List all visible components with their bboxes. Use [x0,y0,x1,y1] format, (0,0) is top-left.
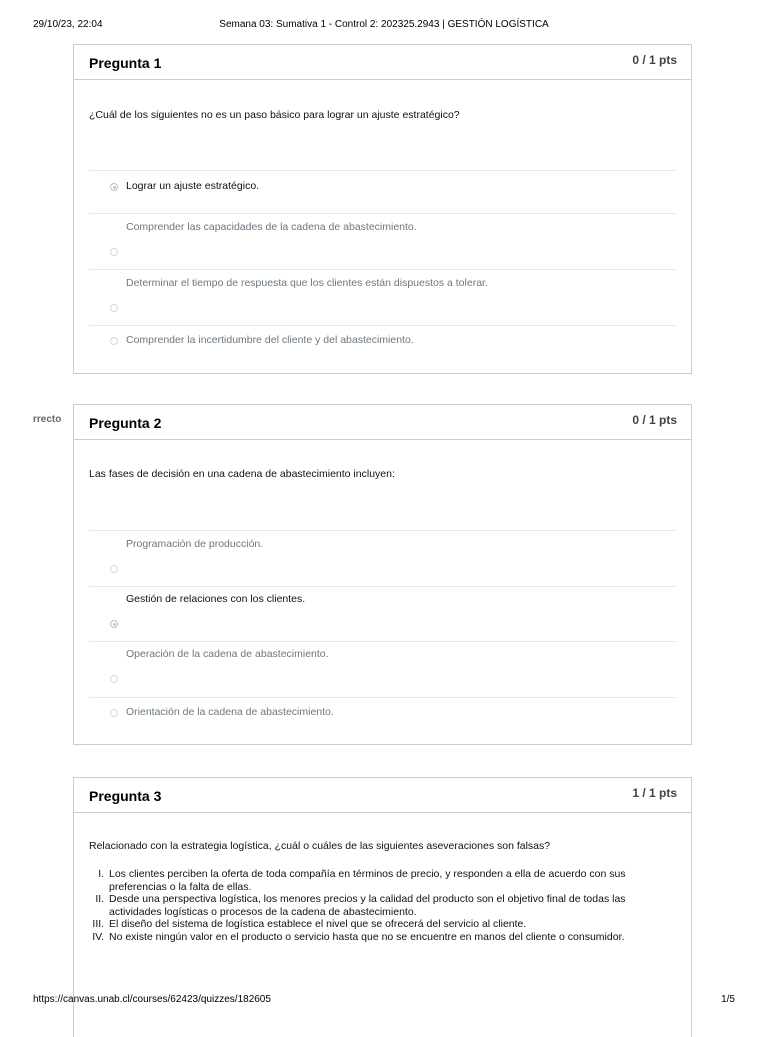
answer-option[interactable] [89,325,676,366]
question-header [74,405,691,440]
statement-item: IV. No existe ningún valor en el producto o servicio hasta que no se encuentre en manos del cliente o consumidor. [107,931,677,944]
statement-item: III. El diseño del sistema de logística establece el nivel que se ofrecerá del servicio al cliente. [107,918,677,931]
question-text: Las fases de decisión en una cadena de abastecimiento incluyen: [89,468,395,480]
answer-option[interactable] [89,641,676,698]
statement-list [89,868,677,943]
answer-option[interactable] [89,530,676,587]
answer-label: Programación de producción. [126,538,264,550]
answer-label: Operación de la cadena de abastecimiento. [126,648,329,660]
answer-option[interactable] [89,586,676,642]
answer-label: Comprender las capacidades de la cadena de abastecimiento. [126,221,417,233]
radio-selected[interactable] [110,183,118,191]
answer-label: Comprender la incertidumbre del cliente y del abastecimiento. [126,334,414,346]
radio-empty[interactable] [110,565,118,573]
radio-empty[interactable] [110,675,118,683]
print-title: Semana 03: Sumativa 1 - Control 2: 202325.2943 | GESTIÓN LOGÍSTICA [219,19,549,30]
question-title: Pregunta 1 [89,55,162,71]
radio-selected[interactable] [110,620,118,628]
question-points: 1 / 1 pts [632,786,677,800]
radio-empty[interactable] [110,304,118,312]
question-header [74,45,691,80]
radio-empty[interactable] [110,709,118,717]
answer-label: Determinar el tiempo de respuesta que los clientes están dispuestos a tolerar. [126,277,488,289]
question-card-1 [73,44,692,374]
statement-item: II. Desde una perspectiva logística, los menores precios y la calidad del producto son el objetivo final de todas las actividades logísticas o procesos de la cadena de abastecimiento. [107,893,677,918]
answer-option[interactable] [89,269,676,326]
question-title: Pregunta 2 [89,415,162,431]
answer-label: Gestión de relaciones con los clientes. [126,593,306,605]
question-text: ¿Cuál de los siguientes no es un paso básico para lograr un ajuste estratégico? [89,109,460,121]
print-date: 29/10/23, 22:04 [33,19,103,30]
question-card-2 [73,404,692,745]
statement-item: I. Los clientes perciben la oferta de toda compañía en términos de precio, y responden a ella de acuerdo con sus preferencias o la falta de ellas. [107,868,677,893]
question-header [74,778,691,813]
answer-option[interactable] [89,213,676,270]
radio-empty[interactable] [110,337,118,345]
question-points: 0 / 1 pts [632,413,677,427]
answer-option[interactable] [89,170,676,214]
page-number: 1/5 [721,994,735,1005]
radio-empty[interactable] [110,248,118,256]
question-title: Pregunta 3 [89,788,162,804]
answer-label: Orientación de la cadena de abastecimiento. [126,706,334,718]
print-url: https://canvas.unab.cl/courses/62423/quizzes/182605 [33,994,271,1005]
side-result-label: rrecto [33,414,62,425]
question-text: Relacionado con la estrategia logística, ¿cuál o cuáles de las siguientes aseveraciones son falsas? [89,840,551,852]
question-points: 0 / 1 pts [632,53,677,67]
print-header [33,19,735,31]
answer-option[interactable] [89,697,676,738]
answer-label: Lograr un ajuste estratégico. [126,180,260,192]
print-footer [33,994,735,1006]
